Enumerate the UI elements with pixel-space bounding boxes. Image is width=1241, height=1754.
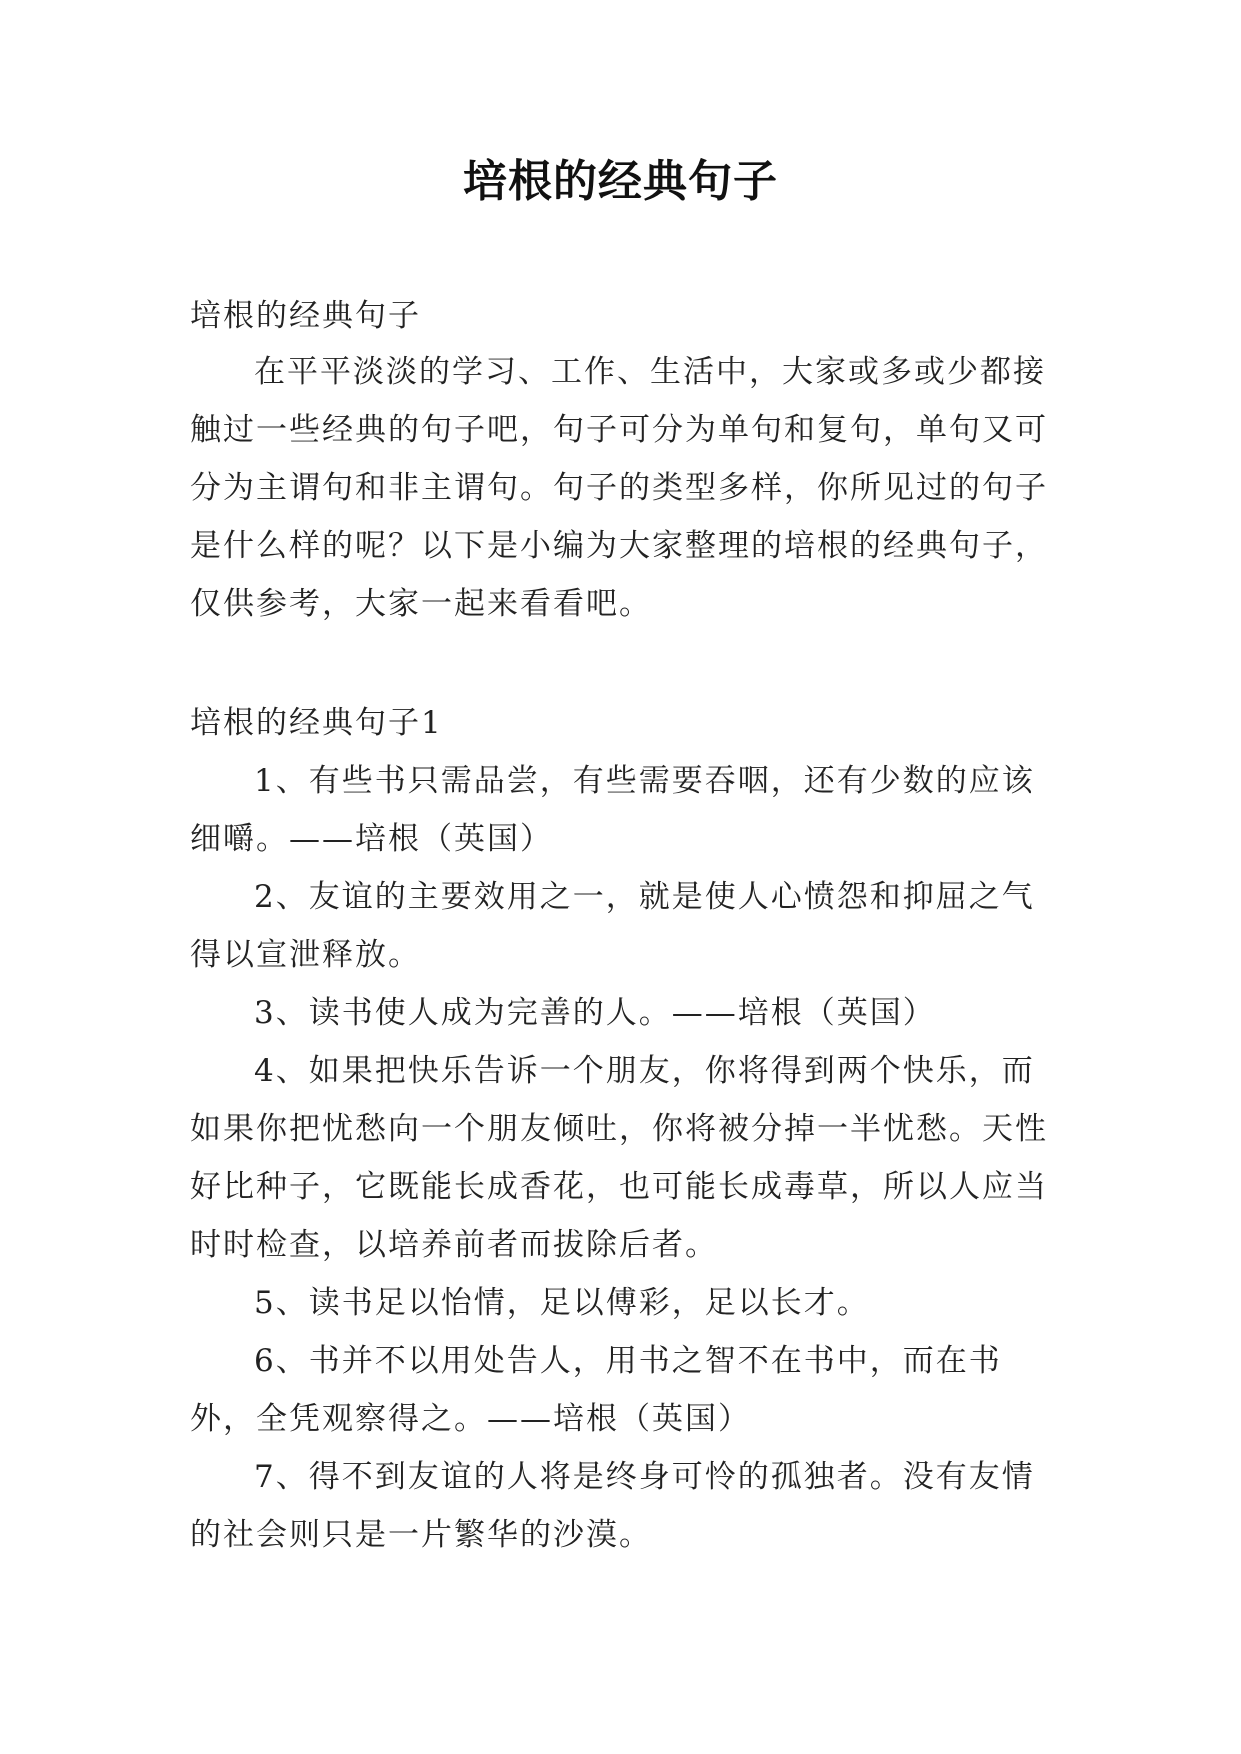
- subtitle-text: 培根的经典句子: [190, 298, 421, 334]
- page-title: 培根的经典句子: [463, 156, 778, 207]
- quote-item-2: 2、友谊的主要效用之一，就是使人心愤怨和抑屈之气得以宣泄释放。: [190, 879, 1035, 973]
- quote-item-7: 7、得不到友谊的人将是终身可怜的孤独者。没有友情的社会则只是一片繁华的沙漠。: [190, 1459, 1035, 1553]
- quote-item-4: 4、如果把快乐告诉一个朋友，你将得到两个快乐，而如果你把忧愁向一个朋友倾吐，你将被分掉一半忧愁。天性好比种子，它既能长成香花，也可能长成毒草，所以人应当时时检查，以培养前者而拔除后者。: [190, 1053, 1048, 1263]
- quote-item-1: 1、有些书只需品尝，有些需要吞咽，还有少数的应该细嚼。——培根（英国）: [190, 763, 1035, 857]
- section-heading: [190, 694, 1050, 752]
- intro-text: 在平平淡淡的学习、工作、生活中，大家或多或少都接触过一些经典的句子吧，句子可分为单句和复句，单句又可分为主谓句和非主谓句。句子的类型多样，你所见过的句子是什么样的呢？以下是小编为大家整理的培根的经典句子，仅供参考，大家一起来看看吧。: [190, 354, 1048, 622]
- quote-item-3: 3、读书使人成为完善的人。——培根（英国）: [254, 995, 936, 1031]
- quote-list: [190, 752, 1050, 1564]
- document-subtitle: [190, 287, 1050, 345]
- section-heading-text: 培根的经典句子1: [190, 705, 443, 741]
- quote-item-6: 6、书并不以用处告人，用书之智不在书中，而在书外，全凭观察得之。——培根（英国）: [190, 1343, 1002, 1437]
- intro-paragraph: [190, 343, 1050, 633]
- quote-item-5: 5、读书足以怡情，足以傅彩，足以长才。: [254, 1285, 870, 1321]
